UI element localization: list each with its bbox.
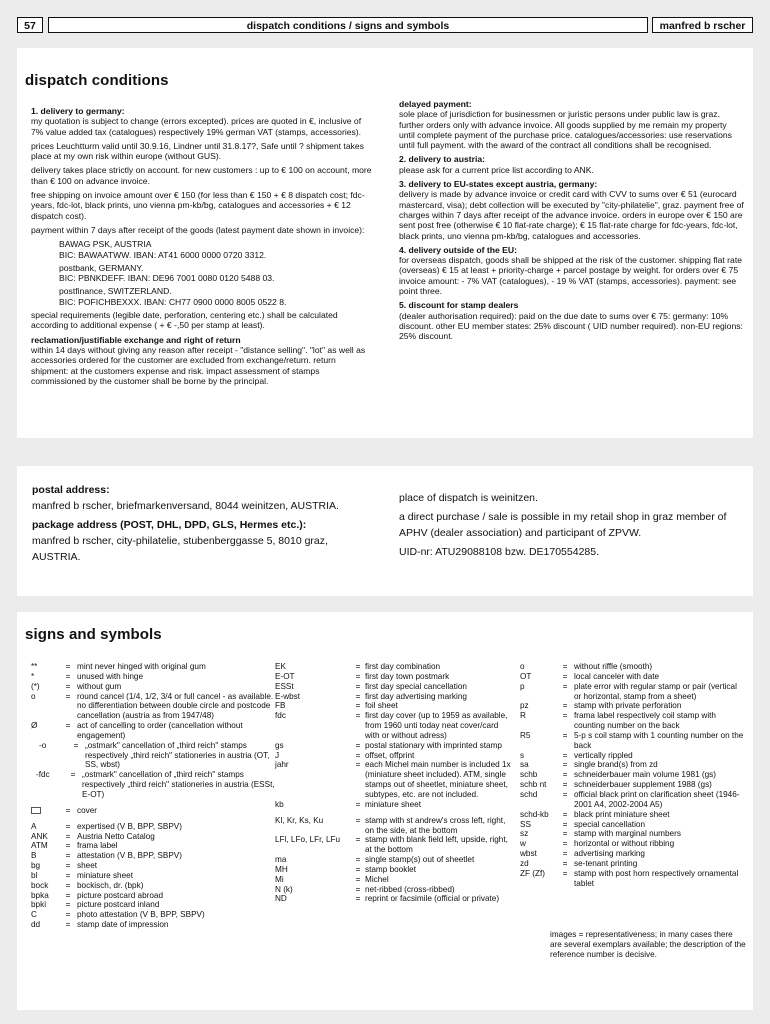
symbol-meaning: official black print on clarification sheet (1946-2001 A4, 2002-2004 A5) bbox=[574, 789, 740, 809]
paragraph: (dealer authorisation required): paid on the due date to sums over € 75: germany: 10% discount. other EU member states: 25% discount ( UID number required). non-EU regions: 25% discount. bbox=[399, 310, 743, 342]
equals-sign: = bbox=[355, 855, 361, 865]
symbol-meaning: each Michel main number is included 1x (miniature sheet included). ATM, single stamps out of sheetlet, miniature sheet, subtypes, etc. are not included. bbox=[365, 760, 511, 799]
equals-sign: = bbox=[65, 662, 71, 671]
symbol-row bbox=[275, 692, 515, 702]
symbol-key: OT bbox=[520, 671, 532, 681]
symbol-key: N (k) bbox=[275, 884, 293, 894]
paragraph: place of dispatch is weinitzen. bbox=[399, 492, 538, 504]
symbol-key: sa bbox=[520, 760, 529, 770]
symbol-row bbox=[520, 790, 746, 810]
symbol-key: schd-kb bbox=[520, 809, 549, 819]
symbol-key: s bbox=[520, 750, 525, 760]
symbol-row bbox=[520, 682, 746, 702]
equals-sign: = bbox=[355, 894, 361, 904]
equals-sign: = bbox=[355, 815, 361, 825]
symbol-key: dd bbox=[31, 920, 41, 930]
symbol-row bbox=[275, 672, 515, 682]
symbol-row bbox=[31, 891, 276, 901]
signs-column-2 bbox=[275, 662, 515, 904]
paragraph: delivery takes place strictly on account. for new customers : up to € 100 on account, more than € 100 on advance invoice. bbox=[31, 165, 372, 186]
equals-sign: = bbox=[65, 681, 71, 691]
author-name: manfred b rscher bbox=[652, 17, 753, 33]
symbol-key: (*) bbox=[31, 681, 40, 691]
symbol-meaning: advertising marking bbox=[574, 849, 645, 859]
symbol-meaning: stamp with marginal numbers bbox=[574, 829, 681, 839]
symbol-meaning: unused with hinge bbox=[77, 671, 144, 681]
symbol-row bbox=[520, 751, 746, 761]
symbol-row bbox=[275, 662, 515, 672]
equals-sign: = bbox=[355, 711, 361, 721]
symbol-key: jahr bbox=[275, 760, 289, 770]
symbol-row bbox=[520, 820, 746, 830]
equals-sign: = bbox=[562, 849, 568, 859]
symbol-meaning: without riffle (smooth) bbox=[574, 662, 653, 671]
symbol-row bbox=[520, 810, 746, 820]
symbol-row bbox=[31, 770, 276, 800]
symbol-key: gs bbox=[275, 740, 284, 750]
symbol-meaning: stamp with blank field left, upside, right, at the bottom bbox=[365, 835, 508, 855]
symbol-meaning: offset, offprint bbox=[365, 750, 415, 760]
bank-name: postfinance, SWITZERLAND. bbox=[59, 286, 172, 297]
symbol-row bbox=[31, 832, 276, 842]
equals-sign: = bbox=[355, 662, 361, 671]
symbol-meaning: special cancellation bbox=[574, 819, 646, 829]
postal-right-column bbox=[399, 490, 739, 563]
symbol-row bbox=[520, 711, 746, 731]
symbol-meaning: Michel bbox=[365, 874, 389, 884]
symbol-meaning: miniature sheet bbox=[77, 870, 133, 880]
signs-column-3 bbox=[520, 662, 746, 888]
postal-left-column bbox=[32, 482, 352, 568]
symbol-key: pz bbox=[520, 701, 529, 711]
dispatch-left-column bbox=[31, 106, 375, 390]
equals-sign: = bbox=[65, 900, 71, 910]
equals-sign: = bbox=[562, 671, 568, 681]
section-heading: 5. discount for stamp dealers bbox=[399, 300, 519, 311]
symbol-meaning: Austria Netto Catalog bbox=[77, 831, 155, 841]
dispatch-panel bbox=[17, 48, 753, 438]
equals-sign: = bbox=[65, 890, 71, 900]
equals-sign: = bbox=[65, 861, 71, 871]
symbol-row bbox=[31, 851, 276, 861]
signs-heading: signs and symbols bbox=[25, 626, 162, 643]
equals-sign: = bbox=[65, 805, 71, 815]
symbol-row bbox=[31, 861, 276, 871]
symbol-meaning: stamp booklet bbox=[365, 864, 416, 874]
symbol-key: sz bbox=[520, 829, 529, 839]
symbol-key: * bbox=[31, 671, 35, 681]
equals-sign: = bbox=[562, 789, 568, 799]
symbol-meaning: single stamp(s) out of sheetlet bbox=[365, 855, 475, 865]
section-heading: 4. delivery outside of the EU: bbox=[399, 244, 517, 255]
symbol-key: E-wbst bbox=[275, 691, 301, 701]
paragraph: UID-nr: ATU29088108 bzw. DE170554285. bbox=[399, 546, 600, 558]
symbol-meaning: schneiderbauer supplement 1988 (gs) bbox=[574, 780, 712, 790]
symbol-key: ZF (Zf) bbox=[520, 868, 546, 878]
section-heading: package address (POST, DHL, DPD, GLS, Hermes etc.): bbox=[32, 519, 307, 531]
symbol-meaning: first day cover (up to 1959 as available, from 1960 unti today neat cover/card with or without adress) bbox=[365, 711, 508, 740]
equals-sign: = bbox=[562, 730, 568, 740]
symbol-row bbox=[275, 885, 515, 895]
symbol-meaning: „ostmark" cancellation of „third reich" stamps respectively „third reich" stationeries in austria (OT, SS, wbst) bbox=[85, 740, 270, 770]
symbol-row bbox=[520, 672, 746, 682]
symbol-key: SS bbox=[520, 819, 531, 829]
paragraph: for overseas dispatch, goods shall be shipped at the risk of the customer. shipping flat rate (overseas) € 15 at least + priority-charge + parcel postage by weight. for orders over € 75 invoice amount: - 7% VAT (catalogues), - 19 % VAT (stamps, accessories). payment: see point three. bbox=[399, 255, 742, 297]
symbol-row bbox=[31, 871, 276, 881]
symbol-key: Kl, Kr, Ks, Ku bbox=[275, 815, 324, 825]
signs-column-1 bbox=[31, 662, 276, 930]
symbol-key: LFl, LFo, LFr, LFu bbox=[275, 835, 341, 845]
bank-name: BAWAG PSK, AUSTRIA bbox=[59, 239, 152, 250]
paragraph: sole place of jurisdiction for businessmen or juristic persons under public law is graz. further orders only with advance invoice. All goods supplied by me remain my property until complete payment of the purchase price. catalogues/accessories: use reservations until full payment. with the award of the contract all conditions shall be recognised. bbox=[399, 109, 732, 151]
symbol-meaning: round cancel (1/4, 1/2, 3/4 or full cancel - as available. no differentiation between double circle and postcode cancellation (austria as from 1947/48) bbox=[77, 691, 274, 721]
symbol-key: zd bbox=[520, 858, 529, 868]
symbol-meaning: bockisch, dr. (bpk) bbox=[77, 880, 144, 890]
symbol-meaning: reprint or facsimile (official or private) bbox=[365, 894, 500, 904]
paragraph: manfred b rscher, city-philatelie, stubenberggasse 5, 8010 graz, AUSTRIA. bbox=[32, 535, 328, 563]
symbol-key: ma bbox=[275, 855, 287, 865]
equals-sign: = bbox=[562, 868, 568, 878]
symbol-row bbox=[31, 672, 276, 682]
section-heading: reclamation/justifiable exchange and right of return bbox=[31, 334, 241, 345]
symbol-key: bpki bbox=[31, 900, 47, 910]
section-heading: 3. delivery to EU-states except austria, germany: bbox=[399, 179, 598, 190]
paragraph: special requirements (legible date, perforation, centering etc.) shall be calculated according to additional expense ( + € -,50 per stamp at least). bbox=[31, 310, 338, 331]
bank-codes: BIC: BAWAATWW. IBAN: AT41 6000 0000 0720 3312. bbox=[59, 249, 267, 260]
section-heading: postal address: bbox=[32, 484, 110, 496]
symbol-row bbox=[520, 869, 746, 889]
symbol-meaning: horizontal or without ribbing bbox=[574, 839, 675, 849]
paragraph: delivery is made by advance invoice or credit card with CVV to sums over € 51 (eurocard mastercard, visa); debt collection will be executed by "city-philatelie", graz. payment free of charges within 7 days after receipt of the advance invoice. orders in europe over € 150 are sent post free (otherwise € 10 flat-rate charge); € 15 flat-rate charge for fdc-years, fdc-lot, black prints, uno vienna pm-kb/bg, catalogues and accessories. bbox=[399, 189, 744, 241]
symbol-meaning: net-ribbed (cross-ribbed) bbox=[365, 884, 455, 894]
symbol-row bbox=[520, 770, 746, 780]
equals-sign: = bbox=[65, 821, 71, 831]
symbol-row bbox=[275, 865, 515, 875]
equals-sign: = bbox=[562, 711, 568, 721]
symbol-key: E-OT bbox=[275, 671, 295, 681]
symbol-key: Ø bbox=[31, 721, 38, 731]
symbol-row bbox=[31, 822, 276, 832]
symbol-key: bock bbox=[31, 880, 49, 890]
symbol-row bbox=[31, 682, 276, 692]
symbol-meaning: photo attestation (V B, BPP, SBPV) bbox=[77, 910, 205, 920]
equals-sign: = bbox=[355, 760, 361, 770]
symbol-key: R bbox=[520, 711, 526, 721]
symbol-key: kb bbox=[275, 799, 284, 809]
section-heading: 1. delivery to germany: bbox=[31, 106, 125, 116]
symbol-key: o bbox=[31, 691, 36, 701]
paragraph: payment within 7 days after receipt of the goods (latest payment date shown in invoice): bbox=[31, 224, 365, 235]
equals-sign: = bbox=[355, 671, 361, 681]
symbol-row bbox=[31, 920, 276, 930]
equals-sign: = bbox=[355, 691, 361, 701]
symbol-key: schb nt bbox=[520, 780, 547, 790]
symbol-key: o bbox=[520, 662, 525, 671]
symbol-key: ND bbox=[275, 894, 287, 904]
symbol-meaning: 5-p s coil stamp with 1 counting number on the back bbox=[574, 730, 744, 750]
symbol-meaning: black print miniature sheet bbox=[574, 809, 670, 819]
symbol-row bbox=[275, 800, 515, 810]
symbol-row bbox=[520, 839, 746, 849]
equals-sign: = bbox=[65, 880, 71, 890]
symbol-row bbox=[31, 900, 276, 910]
symbol-row bbox=[275, 682, 515, 692]
equals-sign: = bbox=[355, 750, 361, 760]
equals-sign: = bbox=[355, 835, 361, 845]
symbol-key: ATM bbox=[31, 841, 48, 851]
symbol-meaning: miniature sheet bbox=[365, 799, 421, 809]
symbol-meaning: single brand(s) from zd bbox=[574, 760, 658, 770]
equals-sign: = bbox=[562, 760, 568, 770]
paragraph: my quotation is subject to change (errors excepted). prices are quoted in €, inclusive of 7% value added tax (catalogues) respectively 19% german VAT (stamps, accessories). bbox=[31, 116, 362, 137]
paragraph: a direct purchase / sale is possible in my retail shop in graz member of APHV (dealer association) and participant of ZPVW. bbox=[399, 511, 727, 539]
symbol-row bbox=[31, 662, 276, 672]
symbol-meaning: mint never hinged with original gum bbox=[77, 662, 206, 671]
symbol-meaning: act of cancelling to order (cancellation without engagement) bbox=[77, 721, 243, 740]
symbol-meaning: first day advertising marking bbox=[365, 691, 467, 701]
symbol-key: A bbox=[31, 821, 37, 831]
symbol-meaning: se-tenant printing bbox=[574, 858, 638, 868]
symbol-row bbox=[275, 751, 515, 761]
symbol-row bbox=[520, 731, 746, 751]
symbol-row bbox=[275, 835, 515, 855]
symbol-meaning: sheet bbox=[77, 861, 98, 871]
symbol-meaning: first day special cancellation bbox=[365, 681, 467, 691]
equals-sign: = bbox=[562, 839, 568, 849]
equals-sign: = bbox=[562, 809, 568, 819]
paragraph: within 14 days without giving any reason after receipt - "distance selling". "lot" as well as accessories ordered for the customer are excluded from exchange/return. return shipment: at the customers expense and risk. impact assessment of stamps commissioned by the customer shall be borne by the principal. bbox=[31, 344, 366, 386]
equals-sign: = bbox=[562, 662, 568, 671]
bank-codes: BIC: PBNKDEFF. IBAN: DE96 7001 0080 0120 5488 03. bbox=[59, 273, 275, 284]
symbol-row bbox=[31, 910, 276, 920]
symbol-key: -o bbox=[39, 740, 47, 750]
symbol-row bbox=[31, 806, 276, 816]
page-number: 57 bbox=[17, 17, 43, 33]
symbol-key: MH bbox=[275, 864, 288, 874]
equals-sign: = bbox=[562, 858, 568, 868]
paragraph: prices Leuchtturm valid until 30.9.16, Lindner until 31.8.17?, Safe until ? shipment takes place at my own risk within europe (without GUS). bbox=[31, 140, 364, 162]
symbol-meaning: local canceler with date bbox=[574, 671, 660, 681]
symbol-meaning: plate error with regular stamp or pair (vertical or horizontal, stamp from a sheet) bbox=[574, 681, 737, 701]
symbol-meaning: first day town postmark bbox=[365, 671, 450, 681]
symbol-key: -fdc bbox=[36, 770, 50, 780]
images-note: images = representativeness; in many cases there are several exemplars available; the description of the reference number is decisive. bbox=[550, 930, 746, 959]
symbol-meaning: stamp with st andrew's cross left, right, on the side, at the bottom bbox=[365, 815, 506, 835]
symbol-row bbox=[520, 859, 746, 869]
symbol-meaning: frama label respectively coil stamp with counting number on the back bbox=[574, 711, 716, 731]
equals-sign: = bbox=[355, 874, 361, 884]
symbol-row bbox=[275, 816, 515, 836]
symbol-meaning: „ostmark" cancellation of „third reich" stamps respectively „third reich" stationeries in austria (ESSt, E-OT) bbox=[82, 770, 275, 799]
symbol-key: J bbox=[275, 750, 280, 760]
symbol-key: bg bbox=[31, 861, 41, 871]
symbol-key: FB bbox=[275, 701, 286, 711]
symbol-row bbox=[520, 701, 746, 711]
bank-account bbox=[59, 239, 375, 260]
symbol-row bbox=[275, 855, 515, 865]
symbol-key: w bbox=[520, 839, 526, 849]
equals-sign: = bbox=[562, 701, 568, 711]
dispatch-heading: dispatch conditions bbox=[25, 72, 169, 89]
equals-sign: = bbox=[65, 920, 71, 930]
symbol-meaning: schneiderbauer main volume 1981 (gs) bbox=[574, 770, 716, 780]
symbol-row bbox=[275, 701, 515, 711]
equals-sign: = bbox=[65, 671, 71, 681]
symbol-key: wbst bbox=[520, 849, 537, 859]
symbol-row bbox=[520, 849, 746, 859]
bank-codes: BIC: POFICHBEXXX. IBAN: CH77 0900 0000 8005 0522 8. bbox=[59, 296, 287, 307]
equals-sign: = bbox=[355, 701, 361, 711]
symbol-row bbox=[275, 875, 515, 885]
equals-sign: = bbox=[355, 799, 361, 809]
equals-sign: = bbox=[355, 740, 361, 750]
equals-sign: = bbox=[562, 780, 568, 790]
symbol-meaning: attestation (V B, BPP, SBPV) bbox=[77, 851, 182, 861]
equals-sign: = bbox=[65, 841, 71, 851]
symbol-meaning: frama label bbox=[77, 841, 118, 851]
equals-sign: = bbox=[562, 829, 568, 839]
symbol-key: ** bbox=[31, 662, 38, 671]
paragraph: please ask for a current price list according to ANK. bbox=[399, 164, 594, 175]
symbol-key: B bbox=[31, 851, 37, 861]
symbol-key: R5 bbox=[520, 730, 531, 740]
symbol-key: p bbox=[520, 681, 525, 691]
paragraph: manfred b rscher, briefmarkenversand, 8044 weinitzen, AUSTRIA. bbox=[32, 500, 339, 512]
symbol-key: C bbox=[31, 910, 37, 920]
symbol-meaning: picture postcard abroad bbox=[77, 890, 164, 900]
symbol-meaning: vertically rippled bbox=[574, 750, 633, 760]
paragraph: free shipping on invoice amount over € 150 (for less than € 150 + € 8 dispatch cost; fdc-years, fdc-lot, black prints, uno vienna pm-kb/bg, catalogues and accessories + € 12 dispatch cost). bbox=[31, 190, 365, 221]
symbol-row bbox=[31, 692, 276, 722]
bank-account bbox=[59, 286, 375, 307]
equals-sign: = bbox=[73, 740, 79, 750]
symbol-meaning: stamp with private perforation bbox=[574, 701, 682, 711]
equals-sign: = bbox=[355, 864, 361, 874]
symbol-meaning: postal stationary with imprinted stamp bbox=[365, 740, 502, 750]
envelope-icon bbox=[31, 807, 41, 814]
equals-sign: = bbox=[355, 681, 361, 691]
symbol-key: schd bbox=[520, 789, 538, 799]
equals-sign: = bbox=[70, 770, 76, 780]
equals-sign: = bbox=[562, 750, 568, 760]
symbol-meaning: cover bbox=[77, 805, 98, 815]
symbol-key: schb bbox=[520, 770, 538, 780]
dispatch-right-column bbox=[399, 99, 744, 346]
symbol-row bbox=[520, 829, 746, 839]
symbol-row bbox=[520, 662, 746, 672]
bank-name: postbank, GERMANY. bbox=[59, 262, 144, 273]
section-heading: 2. delivery to austria: bbox=[399, 154, 485, 165]
symbol-meaning: without gum bbox=[77, 681, 122, 691]
equals-sign: = bbox=[65, 691, 71, 701]
symbol-meaning: stamp with post horn respectively ornamental tablet bbox=[574, 868, 739, 888]
symbol-row bbox=[275, 760, 515, 799]
equals-sign: = bbox=[65, 721, 71, 731]
equals-sign: = bbox=[65, 910, 71, 920]
symbol-key: Mi bbox=[275, 874, 284, 884]
symbol-meaning: first day combination bbox=[365, 662, 441, 671]
equals-sign: = bbox=[562, 681, 568, 691]
symbol-row bbox=[31, 721, 276, 741]
envelope-icon bbox=[31, 806, 59, 816]
section-heading: delayed payment: bbox=[399, 99, 472, 109]
symbol-key: ANK bbox=[31, 831, 48, 841]
symbol-row bbox=[275, 711, 515, 741]
symbol-key: fdc bbox=[275, 711, 286, 721]
symbol-meaning: expertised (V B, BPP, SBPV) bbox=[77, 821, 182, 831]
equals-sign: = bbox=[355, 884, 361, 894]
symbol-row bbox=[520, 780, 746, 790]
symbol-meaning: picture postcard inland bbox=[77, 900, 160, 910]
postal-panel bbox=[17, 466, 753, 596]
equals-sign: = bbox=[65, 831, 71, 841]
equals-sign: = bbox=[562, 819, 568, 829]
symbol-key: bl bbox=[31, 870, 38, 880]
signs-panel bbox=[17, 612, 753, 1010]
page-title: dispatch conditions / signs and symbols bbox=[48, 17, 648, 33]
symbol-row bbox=[31, 841, 276, 851]
symbol-row bbox=[275, 894, 515, 904]
symbol-meaning: foil sheet bbox=[365, 701, 398, 711]
symbol-row bbox=[31, 741, 276, 771]
bank-account bbox=[59, 263, 375, 284]
symbol-row bbox=[520, 760, 746, 770]
equals-sign: = bbox=[65, 851, 71, 861]
symbol-key: EK bbox=[275, 662, 286, 671]
symbol-meaning: stamp date of impression bbox=[77, 920, 169, 930]
equals-sign: = bbox=[562, 770, 568, 780]
symbol-row bbox=[31, 881, 276, 891]
equals-sign: = bbox=[65, 870, 71, 880]
symbol-row bbox=[275, 741, 515, 751]
symbol-key: ESSt bbox=[275, 681, 294, 691]
symbol-key: bpka bbox=[31, 890, 49, 900]
